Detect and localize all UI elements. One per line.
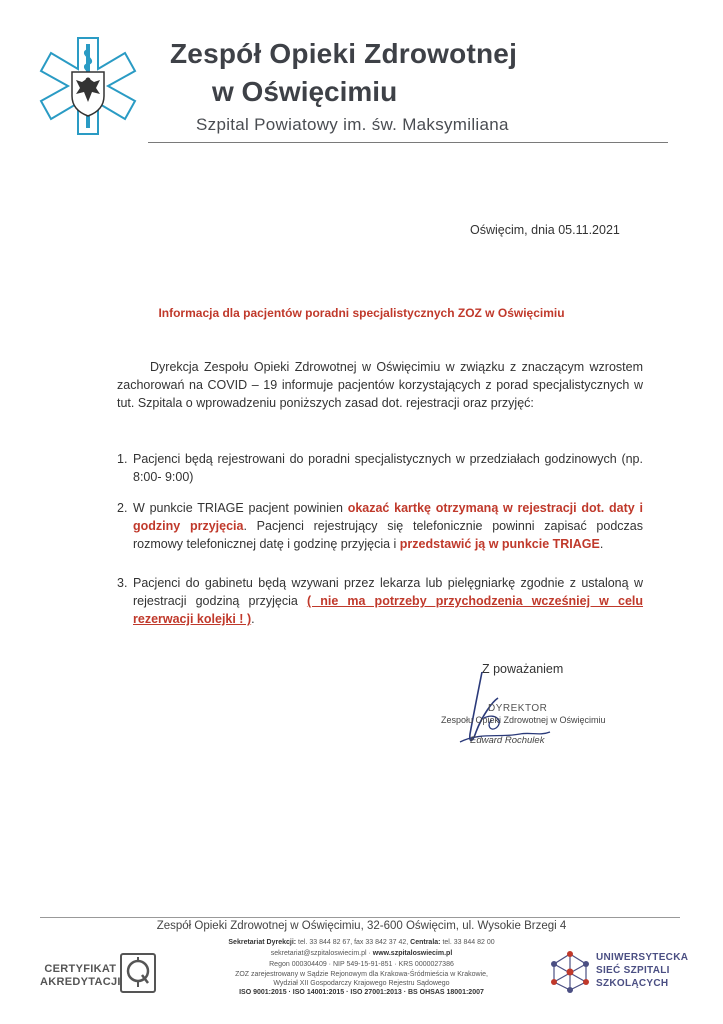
- univ-line: SZKOLĄCYCH: [596, 978, 669, 989]
- certification-label: [40, 963, 121, 989]
- footer-court: ZOZ zarejestrowany w Sądzie Rejonowym dla Krakowa-Śródmieścia w Krakowie,: [235, 971, 488, 978]
- text-segment: W punkcie TRIAGE pacjent powinien: [133, 501, 348, 515]
- cert-line: CERTYFIKAT: [44, 963, 117, 975]
- label: Centrala:: [410, 939, 441, 946]
- hospital-logo-icon: [38, 36, 138, 136]
- list-item: [117, 450, 643, 486]
- footer-address: Zespół Opieki Zdrowotnej w Oświęcimiu, 32-600 Oświęcim, ul. Wysokie Brzegi 4: [156, 920, 567, 932]
- letter-title: Informacja dla pacjentów poradni specjalistycznych ZOZ w Oświęcimiu: [158, 306, 565, 320]
- letter-date: Oświęcim, dnia 05.11.2021: [470, 223, 620, 237]
- text-segment: .: [599, 537, 604, 551]
- list-item: [117, 574, 643, 628]
- stamp-name: Edward Rochulek: [470, 735, 545, 746]
- highlighted-text: ( nie ma potrzeby przychodzenia wcześniej w celu rezerwacji kolejki ! ): [133, 594, 644, 626]
- footer-contacts: [0, 938, 723, 948]
- text-segment: .: [251, 612, 255, 626]
- footer-registry: Regon 000304409 · NIP 549-15-91-851 · KRS 0000027386: [269, 961, 454, 968]
- website-link[interactable]: www.szpitaloswiecim.pl: [372, 950, 453, 957]
- organization-name: Zespół Opieki Zdrowotnej: [170, 38, 518, 69]
- text-segment: . Pacjenci rejestrujący się telefonicznie powinni zapisać podczas rozmowy telefonicznej datę i godzinę przyjęcia i: [133, 519, 643, 551]
- list-item-number: 1.: [117, 452, 128, 466]
- list-item-text: [133, 499, 643, 553]
- highlighted-text: okazać kartkę otrzymaną w rejestracji dot. daty i godziny przyjęcia: [133, 501, 643, 533]
- cert-line: AKREDYTACJI: [40, 976, 121, 988]
- stamp-organization: Zespołu Opieki Zdrowotnej w Oświęcimiu: [441, 715, 606, 725]
- univ-line: SIEĆ SZPITALI: [596, 965, 670, 976]
- closing-salutation: Z poważaniem: [482, 662, 564, 676]
- header-divider: [148, 142, 668, 143]
- list-item-number: 3.: [117, 576, 128, 590]
- label: Sekretariat Dyrekcji:: [228, 939, 297, 946]
- highlighted-text: przedstawić ją w punkcie TRIAGE: [399, 537, 600, 551]
- footer-web: sekretariat@szpitaloswiecim.pl · www.szpitaloswiecim.pl: [270, 950, 453, 957]
- list-item-text: Pacjenci będą rejestrowani do poradni specjalistycznych w przedziałach godzinowych (np. 8:00- 9:00): [133, 452, 643, 484]
- hospital-name: Szpital Powiatowy im. św. Maksymiliana: [196, 115, 509, 134]
- univ-line: UNIWERSYTECKA: [596, 952, 689, 963]
- phone: tel. 33 844 82 00: [440, 939, 495, 946]
- phones: tel. 33 844 82 67, fax 33 842 37 42,: [296, 939, 411, 946]
- organization-city: w Oświęcimiu: [212, 76, 398, 107]
- intro-text: Dyrekcja Zespołu Opieki Zdrowotnej w Oświęcimiu w związku z znaczącym wzrostem zachorowań na COVID – 19 informuje pacjentów korzystających z porad specjalistycznych w tut. Szpitala o wprowadzeniu poniższych zasad dot. rejestracji oraz przyjęć:: [117, 360, 643, 410]
- footer-court-division: Wydział XII Gospodarczy Krajowego Rejestru Sądowego: [273, 980, 450, 987]
- text-segment: Pacjenci do gabinetu będą wzywani przez lekarza lub pielęgniarkę zgodnie z ustaloną w rejestracji godziną przyjęcia: [133, 576, 643, 608]
- university-network-icon: [548, 950, 592, 994]
- list-item-number: 2.: [117, 501, 128, 515]
- intro-paragraph: [117, 358, 643, 412]
- list-item: [117, 499, 643, 553]
- accreditation-badge-icon: [120, 953, 156, 993]
- footer-iso: ISO 9001:2015 · ISO 14001:2015 · ISO 27001:2013 · BS OHSAS 18001:2007: [239, 989, 484, 996]
- university-network-label: [596, 951, 688, 990]
- footer-divider: [40, 917, 680, 918]
- stamp-title: DYREKTOR: [488, 703, 548, 714]
- list-item-text: [133, 574, 643, 628]
- email-link[interactable]: sekretariat@szpitaloswiecim.pl: [270, 950, 367, 957]
